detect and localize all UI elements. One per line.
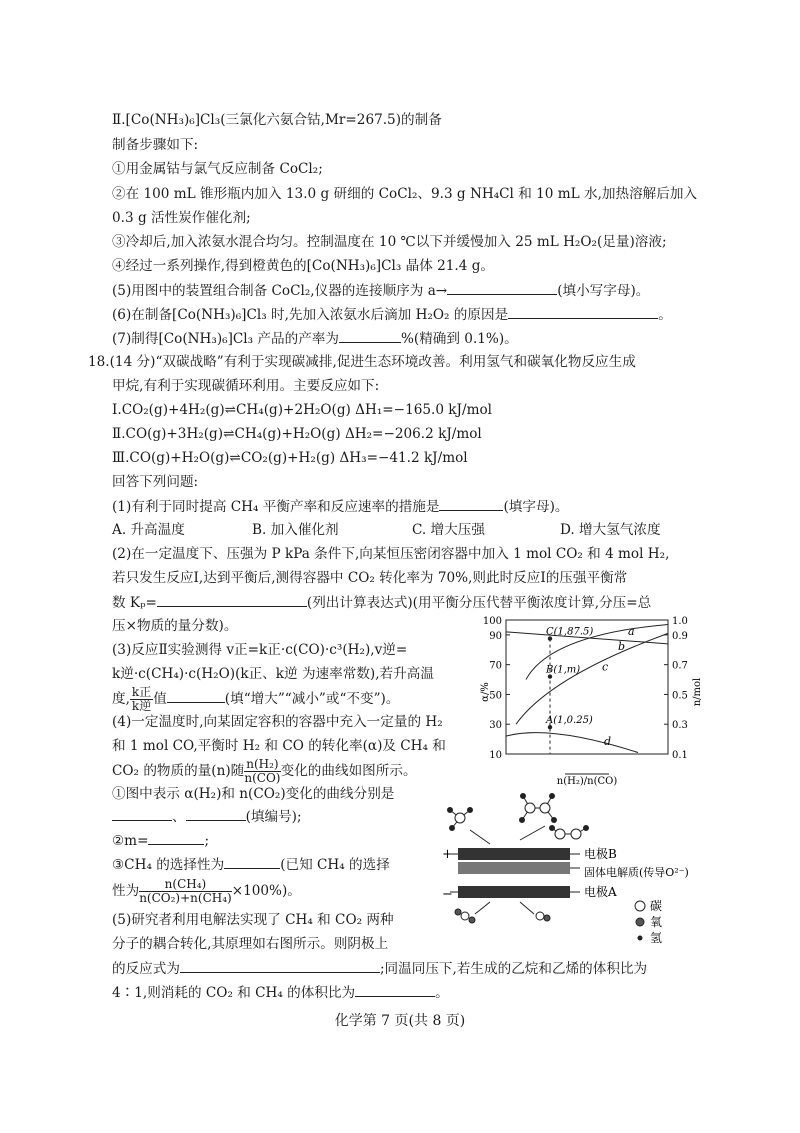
legend-hydrogen: 氢 (650, 931, 663, 945)
right-tick-label: 0.5 (672, 690, 688, 702)
curve-label-a: a (628, 624, 635, 638)
point-label: C(1,87.5) (546, 626, 594, 638)
p1 (112, 496, 568, 517)
ratio-num: n(H₂) (246, 757, 279, 771)
p5e (112, 982, 449, 1003)
legend-carbon: 碳 (650, 899, 663, 913)
p4i1-suffix: (填编号); (245, 809, 302, 825)
q6-suffix: 。 (658, 307, 672, 323)
step-3: ③冷却后,加入浓氨水混合均匀。控制温度在 10 ℃以下并缓慢加入 25 mL H₂O₂(足量)溶液; (112, 234, 667, 250)
selectivity-frac (139, 878, 232, 905)
k-ratio (130, 686, 153, 713)
q5-blank[interactable] (447, 280, 557, 295)
left-tick-label: 50 (489, 690, 502, 702)
p5-blank-2[interactable] (355, 982, 435, 997)
p4i1 (112, 784, 394, 804)
minus-sign: − (442, 887, 453, 902)
p4i2-text: ②m= (112, 833, 149, 849)
conversion-chart (478, 612, 708, 792)
p2-kp: 数 Kₚ= (112, 595, 157, 611)
p4i3d: ×100%)。 (231, 883, 301, 899)
p4i2-suffix: ; (204, 833, 210, 849)
curve-d (506, 733, 638, 753)
right-tick-label: 0.1 (672, 750, 688, 761)
p2-blank[interactable] (157, 592, 307, 607)
option-b[interactable]: B. 加入催化剂 (252, 522, 339, 538)
p4i3-text: ③CH₄ 的选择性为 (112, 857, 225, 873)
p5b: 分子的耦合转化,其原理如右图所示。则阴极上 (112, 936, 389, 952)
curve-label-c: c (602, 660, 609, 674)
ratio-den: n(CO) (244, 771, 281, 785)
electrode-b-label: 电极B (584, 847, 617, 861)
y-axis-right-label: n/mol (692, 677, 703, 707)
selectivity-num: n(CH₄) (139, 878, 232, 892)
co2-molecule-icon (455, 909, 475, 923)
p3a: (3)反应Ⅱ实验测得 v正=k正·c(CO)·c³(H₂),v逆= (112, 642, 408, 658)
q6-blank[interactable] (508, 304, 658, 319)
p5c (112, 958, 647, 979)
p3c2: 值 (153, 691, 167, 707)
p3c (112, 686, 399, 713)
p4i1-text: ①图中表示 α(H₂)和 n(CO₂)变化的曲线分别是 (112, 786, 395, 802)
ethylene-molecule-icon (550, 826, 589, 840)
hydrogen-legend-icon (638, 936, 643, 941)
p2b: 若只发生反应Ⅰ,达到平衡后,测得容器中 CO₂ 转化率为 70%,则此时反应Ⅰ的压强平衡常 (112, 570, 628, 586)
p4i3 (112, 854, 390, 875)
p5-blank-1[interactable] (180, 958, 380, 973)
step-4: ④经过一系列操作,得到橙黄色的[Co(NH₃)₆]Cl₃ 晶体 21.4 g。 (112, 258, 494, 274)
electrolyte-bar (458, 862, 570, 874)
left-tick-label: 90 (489, 630, 502, 642)
electrolysis-cell (430, 788, 720, 948)
left-tick-label: 10 (489, 750, 502, 761)
p3c1: 度, (112, 691, 130, 707)
x-axis-label: n(H₂)/n(CO) (556, 776, 618, 787)
answer-label: 回答下列问题: (112, 474, 199, 490)
p4i3c: 性为 (112, 883, 140, 899)
p4i1-blanks (112, 806, 302, 827)
right-tick-label: 0.9 (672, 630, 688, 642)
point-label: B(1,m) (546, 664, 581, 676)
left-tick-label: 70 (489, 660, 502, 672)
legend-oxygen: 氧 (650, 915, 663, 929)
arrow-in (470, 830, 490, 844)
right-tick-label: 1.0 (672, 616, 688, 627)
methane-molecule-icon (448, 808, 473, 831)
p4a: (4)一定温度时,向某固定容积的容器中充入一定量的 H₂ (112, 714, 443, 730)
right-tick-label: 0.7 (672, 660, 688, 672)
q18-head1: 18.(14 分)“双碳战略”有利于实现碳减排,促进生态环境改善。利用氢气和碳氧化物反应生成 (88, 354, 636, 370)
electrode-a-bar (458, 886, 570, 898)
p4b: 和 1 mol CO,平衡时 H₂ 和 CO 的转化率(α)及 CH₄ 和 (112, 738, 446, 754)
arrow-out (520, 826, 545, 840)
p4i3-sel (112, 878, 301, 905)
step-2b: 0.3 g 活性炭作催化剂; (112, 210, 251, 226)
ratio-frac (244, 758, 280, 785)
q6 (112, 304, 672, 325)
option-c[interactable]: C. 增大压强 (412, 522, 485, 538)
option-a[interactable]: A. 升高温度 (112, 522, 185, 538)
k-ratio-num: k正 (131, 685, 152, 699)
point-label: A(1,0.25) (546, 715, 593, 727)
p3b: k逆·c(CH₄)·c(H₂O)(k正、k逆 为速率常数),若升高温 (112, 666, 434, 682)
q7-blank[interactable] (339, 328, 401, 343)
p2c (112, 592, 651, 613)
step-2a: ②在 100 mL 锥形瓶内加入 13.0 g 研细的 CoCl₂、9.3 g NH₄Cl 和 10 mL 水,加热溶解后加入 (112, 186, 698, 202)
plus-sign: + (442, 847, 453, 862)
p5d: ;同温同压下,若生成的乙烷和乙烯的体积比为 (379, 961, 648, 977)
steps-label: 制备步骤如下: (112, 137, 199, 153)
reaction-1: Ⅰ.CO₂(g)+4H₂(g)⇌CH₄(g)+2H₂O(g) ΔH₁=−165.0 kJ/mol (112, 402, 492, 418)
p4i2 (112, 830, 209, 851)
left-tick-label: 100 (482, 616, 502, 627)
q5-text: (5)用图中的装置组合制备 CoCl₂,仪器的连接顺序为 a→ (112, 283, 448, 299)
p5e-text: 4∶1,则消耗的 CO₂ 和 CH₄ 的体积比为 (112, 985, 356, 1001)
p4i2-blank[interactable] (148, 830, 204, 845)
q7 (112, 328, 518, 349)
p4i1-blank-1[interactable] (112, 806, 172, 821)
p2a: (2)在一定温度下、压强为 P kPa 条件下,向某恒压密闭容器中加入 1 mol CO₂ 和 4 mol H₂, (112, 546, 670, 562)
step-1: ①用金属钴与氯气反应制备 CoCl₂; (112, 161, 323, 177)
electrode-b-bar (458, 848, 570, 860)
p4c (112, 758, 417, 785)
co-molecule-icon (536, 912, 550, 921)
curve-label-d: d (604, 735, 612, 749)
reaction-2: Ⅱ.CO(g)+3H₂(g)⇌CH₄(g)+H₂O(g) ΔH₂=−206.2 kJ/mol (112, 426, 482, 442)
q5 (112, 280, 649, 301)
p5c-text: 的反应式为 (112, 961, 180, 977)
sec2-title: Ⅱ.[Co(NH₃)₆]Cl₃(三氯化六氨合钴,Mr=267.5)的制备 (112, 112, 442, 128)
plot-frame (506, 620, 668, 754)
electrode-a-label: 电极A (584, 885, 617, 899)
q7-suffix: %(精确到 0.1%)。 (400, 331, 518, 347)
q18-head2: 甲烷,有利于实现碳循环利用。主要反应如下: (112, 378, 380, 394)
y-axis-left-label: α/% (480, 682, 491, 702)
q6-text: (6)在制备[Co(NH₃)₆]Cl₃ 时,先加入浓氨水后滴加 H₂O₂ 的原因是 (112, 307, 509, 323)
curve-label-b: b (618, 639, 626, 653)
page-footer: 化学第 7 页(共 8 页) (334, 1013, 466, 1029)
p3c3: (填“增大”“减小”或“不变”)。 (224, 691, 400, 707)
reaction-3: Ⅲ.CO(g)+H₂O(g)⇌CO₂(g)+H₂(g) ΔH₃=−41.2 kJ/mol (112, 450, 468, 466)
p3-blank[interactable] (167, 688, 225, 703)
p2e: 压×物质的量分数)。 (112, 618, 238, 634)
left-tick-label: 30 (489, 720, 502, 732)
oxygen-legend-icon (636, 918, 644, 926)
p4c2: 变化的曲线如图所示。 (280, 763, 417, 779)
selectivity-den: n(CO₂)+n(CH₄) (139, 891, 232, 905)
curve-c (516, 633, 668, 727)
right-tick-label: 0.3 (672, 720, 688, 732)
carbon-legend-icon (635, 901, 645, 911)
p4i1-sep: 、 (172, 809, 186, 825)
ethane-molecule-icon (520, 794, 557, 823)
p1-suffix: (填字母)。 (503, 499, 569, 515)
p4i3-blank[interactable] (224, 854, 280, 869)
p1-text: (1)有利于同时提高 CH₄ 平衡产率和反应速率的措施是 (112, 499, 440, 515)
p1-blank[interactable] (439, 496, 503, 511)
p4i3-suffix: (已知 CH₄ 的选择 (280, 857, 390, 873)
p4i1-blank-2[interactable] (186, 806, 246, 821)
option-d[interactable]: D. 增大氢气浓度 (560, 522, 661, 538)
p2-text: (列出计算表达式)(用平衡分压代替平衡浓度计算,分压=总 (306, 595, 652, 611)
p5f: 。 (435, 985, 449, 1001)
p5a: (5)研究者利用电解法实现了 CH₄ 和 CO₂ 两种 (112, 912, 394, 928)
k-ratio-den: k逆 (131, 699, 152, 713)
q7-text: (7)制得[Co(NH₃)₆]Cl₃ 产品的产率为 (112, 331, 339, 347)
q5-suffix: (填小写字母)。 (557, 283, 650, 299)
p4c1: CO₂ 的物质的量(n)随 (112, 763, 245, 779)
electrolyte-label: 固体电解质(传导O²⁻) (584, 866, 689, 879)
